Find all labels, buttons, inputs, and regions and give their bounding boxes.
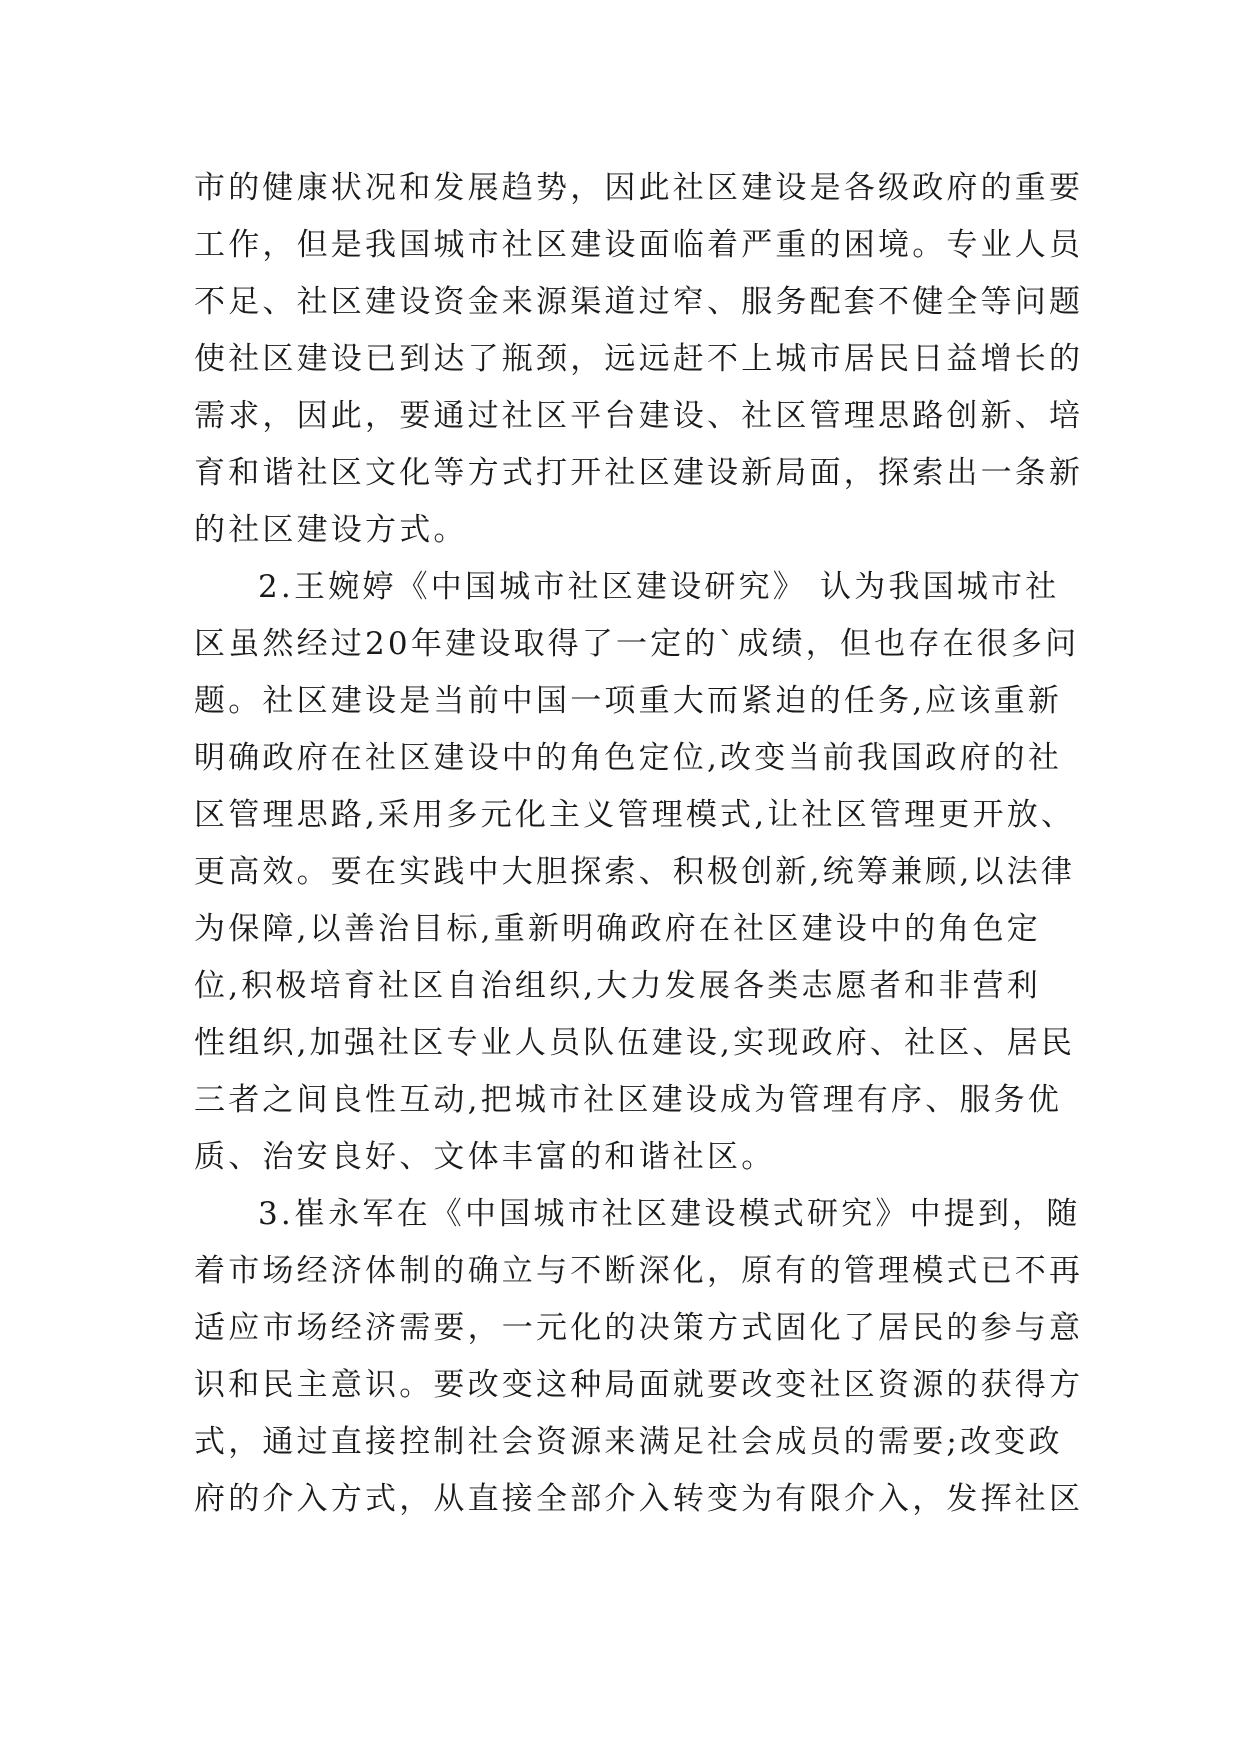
text-line: 育和谐社区文化等方式打开社区建设新局面，探索出一条新 <box>194 455 1084 491</box>
text-line: 识和民主意识。要改变这种局面就要改变社区资源的获得方 <box>194 1367 1084 1403</box>
text-line: 题。社区建设是当前中国一项重大而紧迫的任务,应该重新 <box>194 683 1063 719</box>
text-line: 府的介入方式，从直接全部介入转变为有限介入，发挥社区 <box>194 1481 1084 1517</box>
text-line: 式，通过直接控制社会资源来满足社会成员的需要;改变政 <box>194 1424 1063 1460</box>
text-line: 质、治安良好、文体丰富的和谐社区。 <box>194 1139 776 1175</box>
text-line: 明确政府在社区建设中的角色定位,改变当前我国政府的社 <box>194 740 1063 776</box>
text-line: 市的健康状况和发展趋势，因此社区建设是各级政府的重要 <box>194 170 1084 206</box>
text-line: 需求，因此，要通过社区平台建设、社区管理思路创新、培 <box>194 398 1084 434</box>
text-line: 区虽然经过20年建设取得了一定的`成绩，但也存在很多问 <box>194 626 1080 662</box>
text-line: 着市场经济体制的确立与不断深化，原有的管理模式已不再 <box>194 1253 1084 1289</box>
text-line: 适应市场经济需要，一元化的决策方式固化了居民的参与意 <box>194 1310 1084 1346</box>
text-line: 不足、社区建设资金来源渠道过窄、服务配套不健全等问题 <box>194 284 1084 320</box>
paragraph-first-line: 3.崔永军在《中国城市社区建设模式研究》中提到，随 <box>258 1196 1081 1232</box>
text-line: 工作，但是我国城市社区建设面临着严重的困境。专业人员 <box>194 227 1084 263</box>
paragraph-first-line: 2.王婉婷《中国城市社区建设研究》 认为我国城市社 <box>258 569 1060 605</box>
text-line: 位,积极培育社区自治组织,大力发展各类志愿者和非营利 <box>194 968 1041 1004</box>
text-line: 更高效。要在实践中大胆探索、积极创新,统筹兼顾,以法律 <box>194 854 1076 890</box>
text-line: 的社区建设方式。 <box>194 512 468 548</box>
text-line: 为保障,以善治目标,重新明确政府在社区建设中的角色定 <box>194 911 1041 947</box>
text-line: 使社区建设已到达了瓶颈，远远赶不上城市居民日益增长的 <box>194 341 1084 377</box>
text-line: 三者之间良性互动,把城市社区建设成为管理有序、服务优 <box>194 1082 1063 1118</box>
text-line: 区管理思路,采用多元化主义管理模式,让社区管理更开放、 <box>194 797 1076 833</box>
body-text <box>194 160 1084 1528</box>
text-line: 性组织,加强社区专业人员队伍建设,实现政府、社区、居民 <box>194 1025 1076 1061</box>
